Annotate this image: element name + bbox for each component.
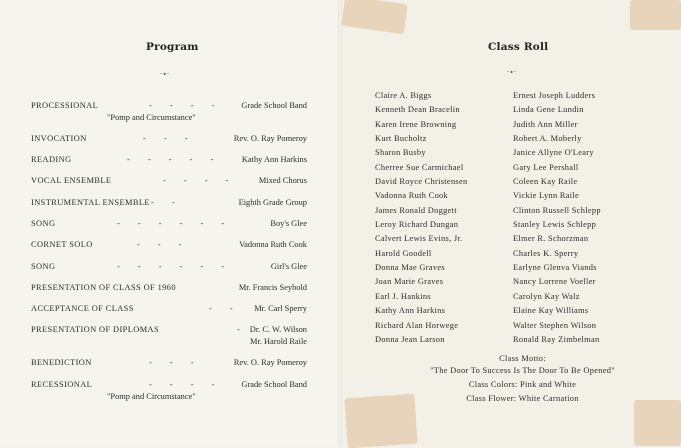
class-roll-name: Claire A. Biggs <box>375 91 432 100</box>
program-item-label: PROCESSIONAL <box>31 101 99 110</box>
program-item-performer: Vadonna Ruth Cook <box>239 240 307 249</box>
class-roll-name: Carolyn Kay Walz <box>513 291 580 301</box>
class-roll-name: Ronald Ray Zimbelman <box>513 334 600 344</box>
class-roll-name: David Royce Christensen <box>375 177 468 187</box>
program-item-performer-2: Mr. Harold Raile <box>250 337 307 346</box>
program-item-leader: - - - - - - <box>117 262 233 271</box>
class-roll-name: Harold Goodell <box>375 248 432 258</box>
class-roll-heading: Class Roll <box>488 41 549 53</box>
program-item-performer: Eighth Grade Group <box>238 198 307 207</box>
class-roll-name: Linda Gene Lundin <box>513 105 584 115</box>
class-motto: "The Door To Success Is The Door To Be Opened" <box>430 366 615 375</box>
class-roll-name: Elaine Kay Williams <box>513 306 589 316</box>
program-item-leader: - - <box>151 198 183 207</box>
program-item-leader: - <box>237 325 248 334</box>
class-roll-name: Clinton Russell Schlepp <box>513 205 601 215</box>
tape-stain-bottom-right <box>634 400 681 446</box>
class-colors: Class Colors: Pink and White <box>468 380 577 389</box>
class-motto-label: Class Motto: <box>499 354 546 363</box>
program-item-performer: Kathy Ann Harkins <box>241 155 307 164</box>
class-roll-name: Nancy Lorrene Voeller <box>513 277 596 287</box>
program-item-label: RECESSIONAL <box>31 380 93 389</box>
class-roll-name: Judith Ann Miller <box>513 119 578 129</box>
class-roll-column-2 <box>513 89 601 347</box>
program-item-label: INSTRUMENTAL ENSEMBLE <box>31 198 150 207</box>
program-item-performer: Rev. O. Ray Pomeroy <box>233 134 307 143</box>
class-roll-name: Vadonna Ruth Cook <box>375 191 449 201</box>
class-roll-name: James Ronald Doggett <box>375 205 457 215</box>
class-roll-name: Joan Marie Graves <box>375 277 444 287</box>
class-roll-name: Gary Lee Pershall <box>513 162 579 172</box>
program-item-leader: - - <box>209 304 241 313</box>
class-roll-name: Charles K. Sperry <box>513 248 579 258</box>
program-item-performer: Mixed Chorus <box>258 176 307 185</box>
class-roll-name: Calvert Lewis Evins, Jr. <box>375 234 463 244</box>
program-item-performer: Mr. Francis Seybold <box>238 283 307 292</box>
class-roll-name: Elmer R. Schorzman <box>513 234 589 244</box>
program-item-subtitle: "Pomp and Circumstance" <box>107 113 196 122</box>
page-fold <box>338 0 342 446</box>
program-item-performer: Boy's Glee <box>270 219 307 228</box>
program-item-performer: Mr. Carl Sperry <box>254 304 307 313</box>
class-roll-name: Karen Irene Browning <box>375 119 457 129</box>
class-roll-name: Earlyne Glenva Viands <box>513 263 597 273</box>
program-item-leader: - - - - <box>149 380 223 389</box>
class-roll-name: Kenneth Dean Bracelin <box>375 105 460 115</box>
class-roll-name: Janice Allyne O'Leary <box>513 148 594 158</box>
program-item-label: PRESENTATION OF DIPLOMAS <box>31 325 160 334</box>
program-item-label: SONG <box>31 219 56 228</box>
program-item-leader: - - - - - <box>127 155 222 164</box>
class-roll-column-1 <box>375 89 468 347</box>
class-flower: Class Flower: White Carnation <box>466 394 579 403</box>
program-item-leader: - - - - <box>149 101 223 110</box>
program-item-performer: Girl's Glee <box>270 262 307 271</box>
program-item-leader: - - - - <box>163 176 237 185</box>
program-item-leader: - - - - - - <box>117 219 233 228</box>
program-item-label: CORNET SOLO <box>31 240 93 249</box>
class-roll-name: Donna Jean Larson <box>375 334 445 344</box>
class-roll-name: Stanley Lewis Schlepp <box>513 220 597 230</box>
program-item-leader: - - - <box>149 358 202 367</box>
class-roll-name: Ernest Joseph Ludders <box>513 91 596 100</box>
program-item-subtitle: "Pomp and Circumstance" <box>107 392 196 401</box>
class-roll-name: Kathy Ann Harkins <box>375 306 446 316</box>
class-roll-name: Cherree Sue Carmichael <box>375 162 464 172</box>
program-item-leader: - - - <box>143 134 196 143</box>
class-roll-name: Leroy Richard Dungan <box>375 220 459 230</box>
class-roll-name: Vickie Lynn Raile <box>513 191 579 201</box>
program-item-label: PRESENTATION OF CLASS OF 1960 <box>31 283 176 292</box>
program-item-label: VOCAL ENSEMBLE <box>31 176 112 185</box>
program-ornament: ·⬩· <box>160 70 171 78</box>
class-roll-name: Coleen Kay Raile <box>513 177 578 187</box>
tape-stain-top-right <box>630 0 681 30</box>
program-item-label: SONG <box>31 262 56 271</box>
class-roll-name: Kurt Bucholtz <box>375 134 427 144</box>
class-roll-name: Robert A. Moberly <box>513 134 582 144</box>
program-item-performer: Grade School Band <box>241 380 307 389</box>
class-roll-name: Earl J. Hankins <box>375 291 431 301</box>
program-item-label: ACCEPTANCE OF CLASS <box>31 304 134 313</box>
class-roll-name: Sharon Busby <box>375 148 426 158</box>
program-item-label: BENEDICTION <box>31 358 92 367</box>
program-heading: Program <box>146 41 199 53</box>
program-item-label: READING <box>31 155 72 164</box>
class-roll-ornament: ·⬩· <box>507 68 518 76</box>
class-roll-name: Richard Alan Horwege <box>375 320 459 330</box>
program-item-leader: - - - <box>137 240 190 249</box>
program-item-performer: Dr. C. W. Wilson <box>249 325 307 334</box>
class-roll-name: Donna Mae Graves <box>375 263 445 273</box>
program-item-performer: Rev. O. Ray Pomeroy <box>233 358 307 367</box>
program-item-label: INVOCATION <box>31 134 87 143</box>
class-roll-name: Walter Stephen Wilson <box>513 320 597 330</box>
program-item-performer: Grade School Band <box>241 101 307 110</box>
